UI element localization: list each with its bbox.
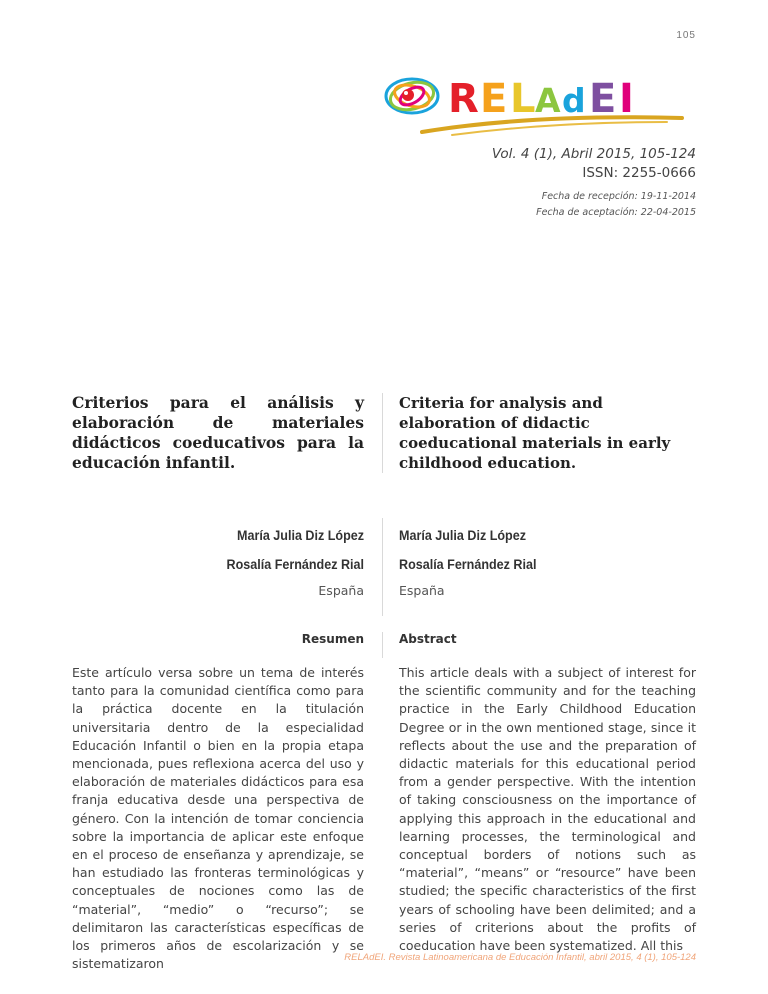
logo-letters (448, 76, 634, 122)
reladei-logo-graphic (382, 72, 692, 142)
author-name: Rosalía Fernández Rial (226, 557, 364, 572)
logo-letter: R (448, 76, 479, 122)
volume-info: Vol. 4 (1), Abril 2015, 105-124 (491, 146, 696, 162)
author-name: Rosalía Fernández Rial (399, 557, 537, 572)
title-english: Criteria for analysis and elaboration of didactic coeducational materials in early childhood education. (399, 394, 671, 472)
abstract-heading: Abstract (399, 632, 457, 646)
column-divider (382, 518, 383, 616)
journal-logo (382, 72, 692, 142)
author-name: María Julia Diz López (399, 528, 526, 543)
author-country: España (399, 583, 445, 598)
logo-letter: I (619, 76, 634, 122)
author-country: España (318, 583, 364, 598)
column-divider (382, 393, 383, 473)
column-divider (382, 632, 383, 658)
issn: ISSN: 2255-0666 (582, 165, 696, 181)
abstract-text: This article deals with a subject of interest for the scientific community and for the teaching practice in the Early Childhood Education Degree or in the own mentioned stage, since it reflects about the use and the preparation of didactic materials for this educational period from a gender perspective. With the intention of taking consciousness on the importance of applying this approach in the educational and learning processes, the terminological and conceptual borders of notions such as “material”, “means” or “resource” have been studied; the specific characteristics of the first years of schooling have been delimited; and a series of criterions about the profits of coeducation have been systematized. All this (399, 665, 696, 954)
logo-letter: A (535, 81, 561, 120)
resumen-text: Este artículo versa sobre un tema de interés tanto para la comunidad científica como para la práctica docente en la titulación universitaria dentro de la especialidad Educación Infantil o bien en la propia etapa mencionada, pues reflexiona acerca del uso y elaboración de materiales didácticos para esa franja educativa desde una perspectiva de género. Con la intención de tomar conciencia sobre la importancia de aplicar este enfoque en el proceso de enseñanza y aprendizaje, se han estudiado las fronteras terminológicas y conceptuales de nociones como las de “material”, “medio” o “recurso”; se delimitaron las características específicas de los primeros años de escolarización y se sistematizaron (72, 665, 364, 972)
resumen-heading: Resumen (301, 632, 364, 646)
logo-letter: E (480, 76, 508, 122)
logo-letter: E (589, 76, 617, 122)
page-number: 105 (676, 30, 696, 41)
journal-footer: RELAdEI. Revista Latinoamericana de Educación Infantil, abril 2015, 4 (1), 105-124 (344, 952, 696, 963)
title-spanish: Criterios para el análisis y elaboración de materiales didácticos coeducativos para la educación infantil. (72, 393, 364, 472)
logo-letter: d (562, 81, 586, 120)
swirl-emblem-icon (386, 78, 438, 114)
logo-letter: L (510, 76, 536, 122)
received-date: Fecha de recepción: 19-11-2014 (541, 191, 696, 202)
accepted-date: Fecha de aceptación: 22-04-2015 (536, 207, 696, 218)
author-name: María Julia Diz López (237, 528, 364, 543)
